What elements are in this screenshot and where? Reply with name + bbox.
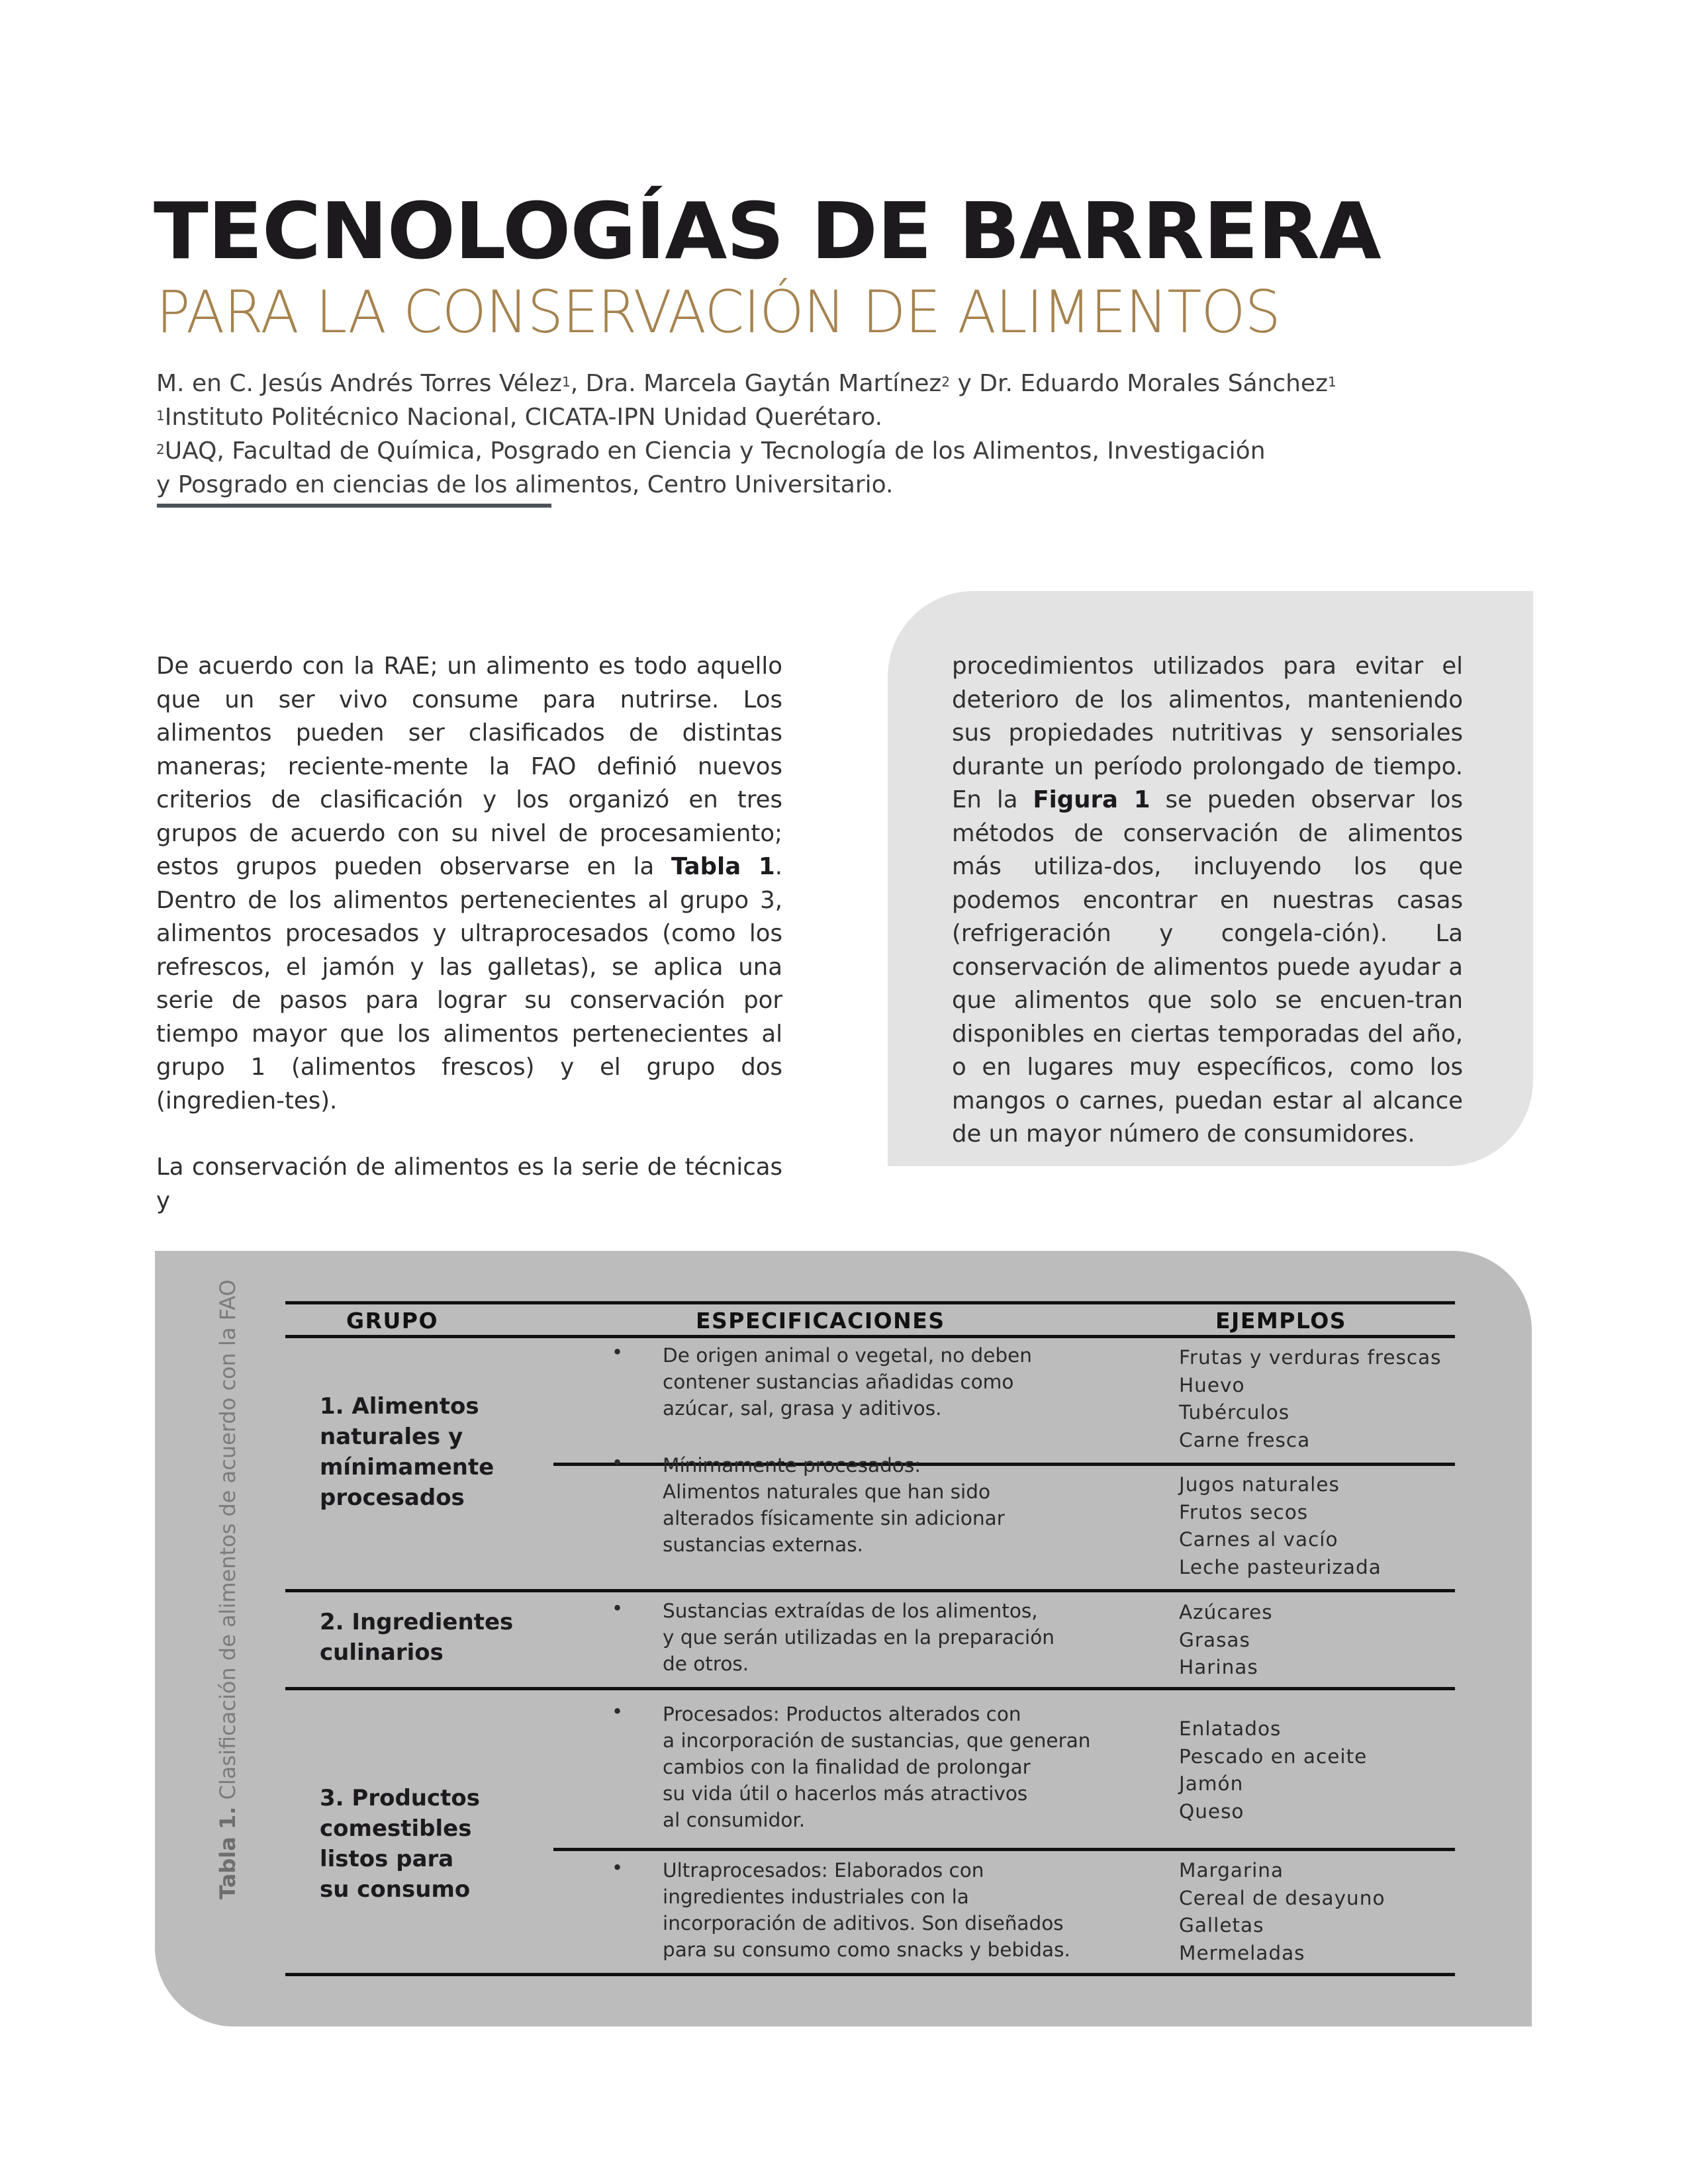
example-item: Pescado en aceite xyxy=(1179,1745,1368,1768)
article-subtitle: PARA LA CONSERVACIÓN DE ALIMENTOS xyxy=(156,278,1280,346)
body-column-right xyxy=(952,650,1463,1152)
spec-line: alterados físicamente sin adicionar xyxy=(663,1507,1005,1529)
spec-line: incorporación de aditivos. Son diseñados xyxy=(663,1912,1064,1934)
group-name-line: mínimamente xyxy=(320,1454,494,1480)
affiliation-mark: 2 xyxy=(156,441,165,457)
group-name-line: 2. Ingredientes xyxy=(320,1609,514,1635)
group-2-name xyxy=(320,1607,513,1668)
author-3-affiliation-mark: 1 xyxy=(1327,374,1336,390)
affiliation-text: Instituto Politécnico Nacional, CICATA-IPN Unidad Querétaro. xyxy=(164,404,883,431)
group-name-line: procesados xyxy=(320,1484,465,1511)
group-divider xyxy=(285,1687,1455,1690)
bullet-icon: • xyxy=(612,1451,624,1474)
example-item: Enlatados xyxy=(1179,1717,1282,1740)
author-1-affiliation-mark: 1 xyxy=(562,374,571,390)
affiliation-2-continued xyxy=(156,468,1336,502)
bullet-icon: • xyxy=(612,1856,624,1879)
affiliation-text: y Posgrado en ciencias de los alimentos, Centro Universitario. xyxy=(156,471,894,498)
example-item: Carnes al vacío xyxy=(1179,1528,1338,1551)
text-run: se pueden observar los métodos de conservación de alimentos más utiliza-dos, incluyendo los que podemos encontrar en nuestras casas (refrigeración y congela-ción). La conservación de alimentos puede ayudar a que alimentos que solo se encuen-tran disponibles en ciertas temporadas del año, o en lugares muy específicos, como los mangos o carnes, puedan estar al alcance de un mayor número de consumidores. xyxy=(952,786,1463,1148)
author-block xyxy=(156,367,1336,502)
example-item: Frutas y verduras frescas xyxy=(1179,1346,1442,1369)
author-1: M. en C. Jesús Andrés Torres Vélez xyxy=(156,370,563,397)
example-item: Mermeladas xyxy=(1179,1941,1305,1964)
spec-1a xyxy=(663,1342,1032,1422)
spec-line: azúcar, sal, grasa y aditivos. xyxy=(663,1397,942,1420)
example-item: Grasas xyxy=(1179,1628,1250,1651)
spec-line: Ultraprocesados: Elaborados con xyxy=(663,1859,984,1882)
table-reference[interactable]: Tabla 1 xyxy=(671,853,775,880)
spec-line: De origen animal o vegetal, no deben xyxy=(663,1344,1032,1367)
text-run: procedimientos utilizados para evitar el deterioro de los alimentos, manteniendo sus propiedades nutritivas y sensoriales durante un período prolongado de tiempo. En la xyxy=(952,653,1463,813)
table-caption xyxy=(215,1279,240,1899)
bullet-icon: • xyxy=(612,1597,624,1619)
bullet-icon: • xyxy=(612,1341,624,1363)
body-column-left xyxy=(156,650,782,1218)
spec-line: cambios con la finalidad de prolongar xyxy=(663,1756,1031,1778)
example-item: Cereal de desayuno xyxy=(1179,1886,1385,1909)
examples-3b xyxy=(1179,1857,1385,1967)
example-item: Azúcares xyxy=(1179,1601,1273,1623)
example-item: Harinas xyxy=(1179,1656,1258,1678)
affiliation-2 xyxy=(156,434,1336,468)
example-item: Galletas xyxy=(1179,1914,1264,1936)
affiliation-text: UAQ, Facultad de Química, Posgrado en Ciencia y Tecnología de los Alimentos, Investigación xyxy=(164,437,1266,465)
affiliation-mark: 1 xyxy=(156,408,165,424)
examples-1b xyxy=(1179,1471,1382,1581)
spec-3b xyxy=(663,1857,1070,1963)
spec-line: ingredientes industriales con la xyxy=(663,1886,969,1908)
spec-line: al consumidor. xyxy=(663,1809,806,1831)
group-3-name xyxy=(320,1783,480,1905)
bullet-icon: • xyxy=(612,1700,624,1723)
title-divider xyxy=(157,504,551,508)
figure-reference[interactable]: Figura 1 xyxy=(1033,786,1150,813)
paragraph xyxy=(156,650,782,1118)
examples-2 xyxy=(1179,1599,1273,1682)
group-name-line: comestibles xyxy=(320,1815,472,1842)
group-name-line: listos para xyxy=(320,1846,454,1872)
header-ejemplos: EJEMPLOS xyxy=(1215,1308,1347,1334)
spec-line: su vida útil o hacerlos más atractivos xyxy=(663,1782,1028,1805)
group-1-name xyxy=(320,1391,494,1513)
header-especificaciones: ESPECIFICACIONES xyxy=(696,1308,945,1334)
header-grupo: GRUPO xyxy=(346,1308,439,1334)
spec-line: contener sustancias añadidas como xyxy=(663,1371,1014,1393)
row-divider xyxy=(553,1848,1455,1851)
spec-line: de otros. xyxy=(663,1653,749,1675)
example-item: Jamón xyxy=(1179,1772,1244,1795)
author-3: y Dr. Eduardo Morales Sánchez xyxy=(950,370,1328,397)
text-run: . Dentro de los alimentos pertenecientes al grupo 3, alimentos procesados y ultraprocesados (como los refrescos, el jamón y las galletas), se aplica una serie de pasos para lograr su conservación por tiempo mayor que los alimentos pertenecientes al grupo 1 (alimentos frescos) y el grupo dos (ingredien-tes). xyxy=(156,853,782,1115)
example-item: Frutos secos xyxy=(1179,1500,1309,1524)
spec-line: y que serán utilizadas en la preparación xyxy=(663,1626,1055,1649)
example-item: Jugos naturales xyxy=(1179,1473,1340,1496)
example-item: Tubérculos xyxy=(1179,1401,1290,1424)
spec-line: a incorporación de sustancias, que generan xyxy=(663,1729,1091,1752)
table-bottom-rule xyxy=(285,1973,1455,1976)
spec-line: Sustancias extraídas de los alimentos, xyxy=(663,1600,1038,1622)
affiliation-1 xyxy=(156,400,1336,434)
group-divider xyxy=(285,1589,1455,1592)
author-2-affiliation-mark: 2 xyxy=(941,374,951,390)
author-line xyxy=(156,367,1336,400)
example-item: Margarina xyxy=(1179,1859,1284,1882)
author-2: , Dra. Marcela Gaytán Martínez xyxy=(570,370,942,397)
example-item: Huevo xyxy=(1179,1373,1245,1396)
example-item: Queso xyxy=(1179,1799,1244,1823)
article-title: TECNOLOGÍAS DE BARRERA xyxy=(154,185,1381,277)
spec-1b xyxy=(663,1452,1005,1558)
spec-line: Alimentos naturales que han sido xyxy=(663,1480,990,1503)
group-name-line: culinarios xyxy=(320,1639,444,1666)
examples-3a xyxy=(1179,1715,1367,1825)
spec-2 xyxy=(663,1598,1055,1677)
spec-3a xyxy=(663,1701,1090,1833)
paragraph xyxy=(952,650,1463,1152)
examples-1a xyxy=(1179,1344,1442,1454)
spec-line: Mínimamente procesados: xyxy=(663,1454,921,1477)
spec-line: para su consumo como snacks y bebidas. xyxy=(663,1938,1070,1961)
example-item: Carne fresca xyxy=(1179,1428,1311,1451)
paragraph: La conservación de alimentos es la serie de técnicas y xyxy=(156,1154,782,1214)
text-run: De acuerdo con la RAE; un alimento es todo aquello que un ser vivo consume para nutrirse. Los alimentos pueden ser clasificados de distintas maneras; reciente-mente la FAO definió nuevos criterios de clasificación y los organizó en tres grupos de acuerdo con su nivel de procesamiento; estos grupos pueden observarse en la xyxy=(156,653,782,880)
spec-line: sustancias externas. xyxy=(663,1533,863,1556)
group-name-line: naturales y xyxy=(320,1424,463,1450)
table-top-rule xyxy=(285,1301,1455,1304)
group-name-line: su consumo xyxy=(320,1876,471,1903)
example-item: Leche pasteurizada xyxy=(1179,1555,1382,1578)
caption-label: Tabla 1. xyxy=(215,1806,240,1899)
table-header-rule xyxy=(285,1335,1455,1338)
spec-line: Procesados: Productos alterados con xyxy=(663,1703,1021,1725)
group-name-line: 3. Productos xyxy=(320,1785,481,1811)
caption-text: Clasificación de alimentos de acuerdo con la FAO xyxy=(215,1279,240,1807)
group-name-line: 1. Alimentos xyxy=(320,1393,479,1420)
